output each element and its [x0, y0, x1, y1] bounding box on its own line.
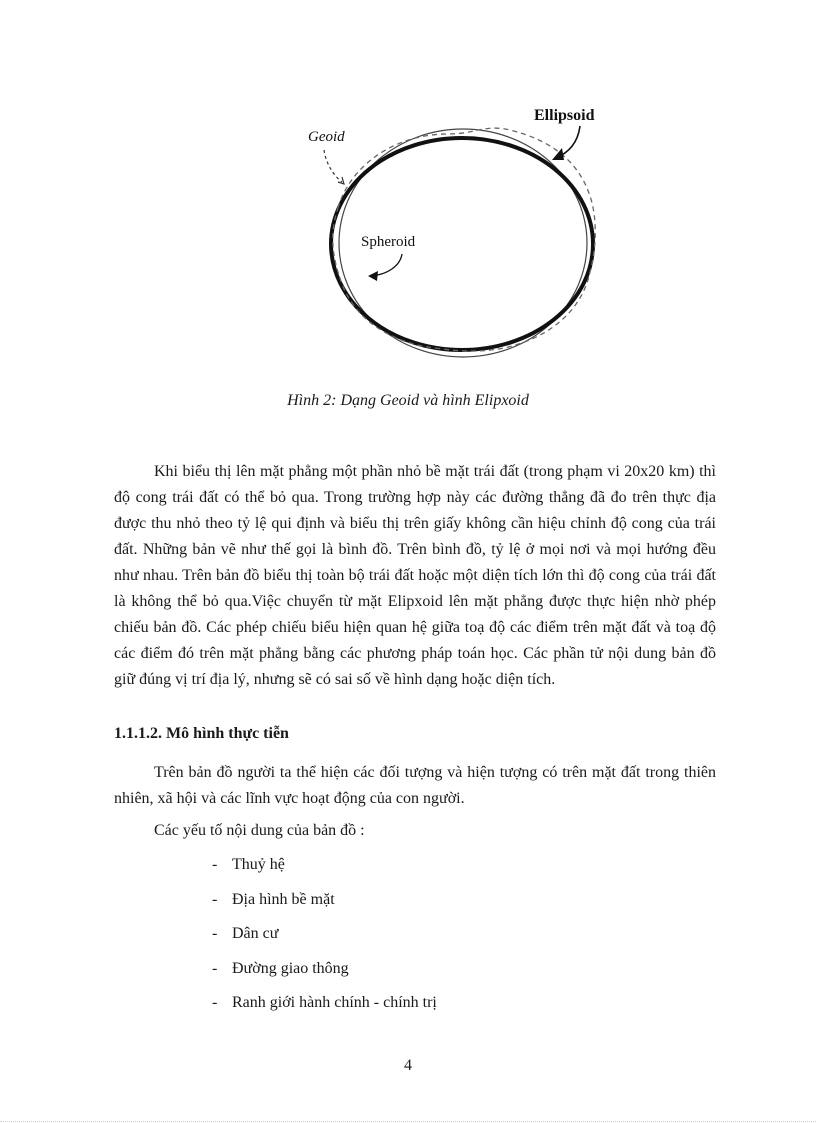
list-item-text: Ranh giới hành chính - chính trị — [232, 994, 437, 1011]
page-number: 4 — [404, 1057, 412, 1074]
list-dash: - — [212, 959, 218, 977]
geoid-ellipsoid-figure — [298, 100, 643, 362]
geoid-arrowhead — [338, 177, 344, 184]
list-item — [212, 993, 437, 1028]
spheroid-arrowhead — [368, 271, 378, 281]
list-dash: - — [212, 994, 218, 1011]
list-item — [212, 959, 437, 994]
list-dash: - — [212, 925, 218, 942]
list-item-text: Dân cư — [232, 925, 279, 942]
section-heading: 1.1.1.2. Mô hình thực tiễn — [114, 725, 289, 742]
geoid-arrow — [324, 150, 342, 182]
list-item-text: Đường giao thông — [232, 959, 349, 977]
list-item — [212, 855, 437, 890]
list-dash: - — [212, 856, 218, 873]
ellipsoid-label: Ellipsoid — [534, 107, 595, 124]
list-item — [212, 924, 437, 959]
body-paragraph: Khi biểu thị lên mặt phẳng một phần nhỏ bề mặt trái đất (trong phạm vi 20x20 km) thì độ cong trái đất có thể bỏ qua. Trong trường hợp này các đường thẳng đã đo trên thực địa được thu nhỏ theo tỷ lệ qui định và biểu thị trên giấy không cần hiệu chỉnh độ cong của trái đất. Những bản vẽ như thế gọi là bình đồ. Trên bình đồ, tỷ lệ ở mọi nơi và mọi hướng đều như nhau. Trên bản đồ biểu thị toàn bộ trái đất hoặc một diện tích lớn thì độ cong của trái đất là không thể bỏ qua.Việc chuyển từ mặt Elipxoid lên mặt phẳng được thực hiện nhờ phép chiếu bản đồ. Các phép chiếu biểu hiện quan hệ giữa toạ độ các điểm trên mặt đất và toạ độ các điểm đó trên mặt phẳng bằng các phương pháp toán học. Các phần tử nội dung bản đồ giữ đúng vị trí địa lý, nhưng sẽ có sai số về hình dạng hoặc diện tích. — [114, 463, 716, 688]
page-bottom-divider — [0, 1121, 816, 1122]
figure-caption: Hình 2: Dạng Geoid và hình Elipxoid — [287, 392, 529, 409]
list-item — [212, 890, 437, 925]
intro-paragraph: Trên bản đồ người ta thể hiện các đối tượng và hiện tượng có trên mặt đất trong thiên nhiên, xã hội và các lĩnh vực hoạt động của con người. — [114, 764, 716, 807]
ellipsoid-arrowhead — [552, 148, 564, 160]
list-intro: Các yếu tố nội dung của bản đồ : — [154, 822, 365, 839]
list-dash: - — [212, 890, 218, 908]
content-elements-list — [212, 855, 437, 1028]
list-item-text: Thuỷ hệ — [232, 856, 285, 873]
list-item-text: Địa hình bề mặt — [232, 890, 335, 908]
geoid-ellipsoid-diagram — [298, 100, 643, 362]
geoid-label: Geoid — [308, 129, 345, 145]
spheroid-label: Spheroid — [361, 234, 416, 250]
